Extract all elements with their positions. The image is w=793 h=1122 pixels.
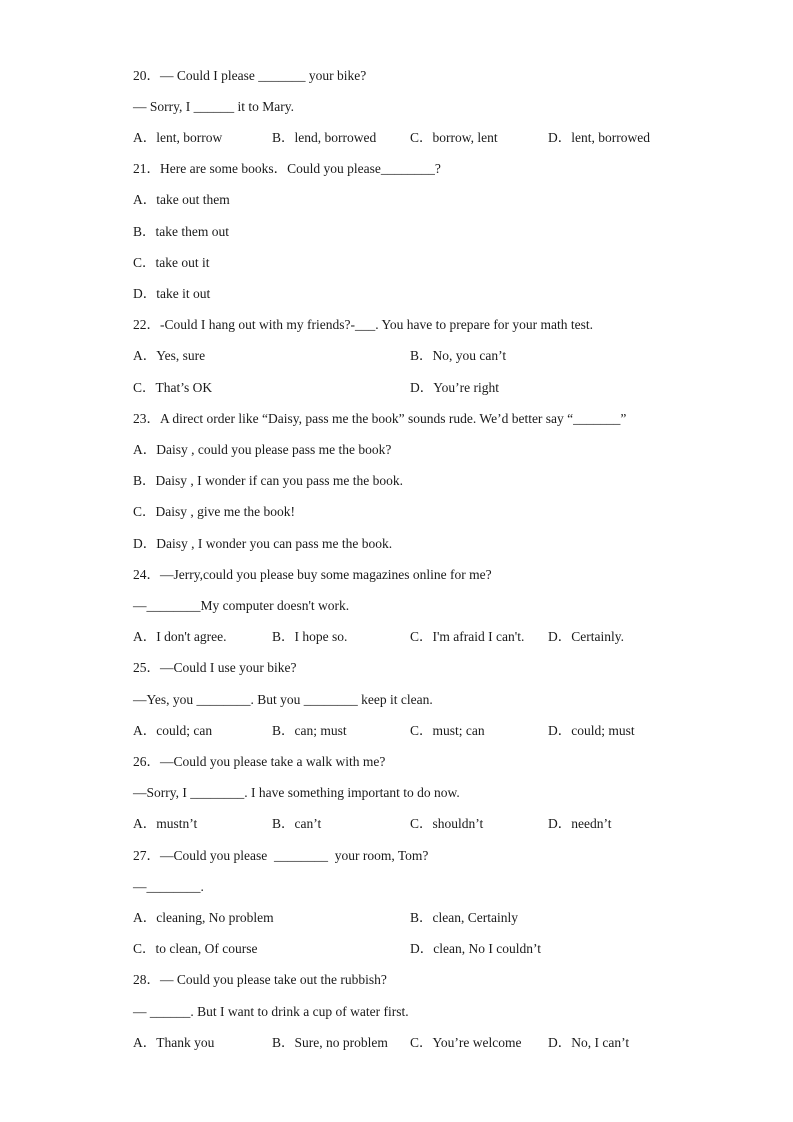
question-21-option-b: B．take them out (133, 224, 229, 239)
question-23-option-c: C．Daisy , give me the book! (133, 504, 295, 519)
question-20-option-b: B．lend, borrowed (272, 130, 377, 145)
question-20-reply: — Sorry, I ______ it to Mary. (133, 99, 294, 114)
question-28-option-a: A．Thank you (133, 1035, 215, 1050)
question-27-option-d: D．clean, No I couldn’t (410, 941, 541, 956)
question-28-option-d: D．No, I can’t (548, 1035, 630, 1050)
question-26-option-c: C．shouldn’t (410, 816, 484, 831)
question-26-option-d: D．needn’t (548, 816, 612, 831)
question-26-stem: 26．—Could you please take a walk with me? (133, 754, 386, 769)
question-26-reply: —Sorry, I ________. I have something important to do now. (133, 785, 460, 800)
question-28-stem: 28．— Could you please take out the rubbish? (133, 972, 387, 987)
question-24-option-d: D．Certainly. (548, 629, 624, 644)
question-21-option-c: C．take out it (133, 255, 210, 270)
question-20-option-a: A．lent, borrow (133, 130, 223, 145)
question-25-option-b: B．can; must (272, 723, 347, 738)
question-27-reply: —________. (133, 879, 204, 894)
question-22-option-b: B．No, you can’t (410, 348, 507, 363)
question-27-option-b: B．clean, Certainly (410, 910, 518, 925)
question-22-option-c: C．That’s OK (133, 380, 213, 395)
question-24-stem: 24．—Jerry,could you please buy some magazines online for me? (133, 567, 492, 582)
question-28-reply: — ______. But I want to drink a cup of water first. (133, 1004, 409, 1019)
question-23-option-a: A．Daisy , could you please pass me the book? (133, 442, 392, 457)
question-22-stem: 22．-Could I hang out with my friends?-___. You have to prepare for your math test. (133, 317, 594, 332)
question-21-option-d: D．take it out (133, 286, 211, 301)
question-21-option-a: A．take out them (133, 192, 230, 207)
question-27-stem: 27．—Could you please ________ your room, Tom? (133, 848, 429, 863)
question-24-option-b: B．I hope so. (272, 629, 348, 644)
question-23-option-b: B．Daisy , I wonder if can you pass me the book. (133, 473, 403, 488)
question-23-option-d: D．Daisy , I wonder you can pass me the book. (133, 536, 393, 551)
question-24-option-a: A．I don't agree. (133, 629, 227, 644)
question-20-option-d: D．lent, borrowed (548, 130, 650, 145)
question-28-option-b: B．Sure, no problem (272, 1035, 388, 1050)
question-24-reply: —________My computer doesn't work. (133, 598, 350, 613)
question-22-option-d: D．You’re right (410, 380, 500, 395)
question-21-stem: 21．Here are some books．Could you please________? (133, 161, 441, 176)
question-22-option-a: A．Yes, sure (133, 348, 206, 363)
question-27-option-c: C．to clean, Of course (133, 941, 258, 956)
question-28-option-c: C．You’re welcome (410, 1035, 522, 1050)
question-26-option-b: B．can’t (272, 816, 322, 831)
question-20-stem: 20．— Could I please _______ your bike? (133, 68, 367, 83)
question-23-stem: 23．A direct order like “Daisy, pass me the book” sounds rude. We’d better say “_______” (133, 411, 627, 426)
question-20-option-c: C．borrow, lent (410, 130, 498, 145)
question-25-option-a: A．could; can (133, 723, 213, 738)
question-24-option-c: C．I'm afraid I can't. (410, 629, 525, 644)
question-25-stem: 25．—Could I use your bike? (133, 660, 297, 675)
question-25-option-c: C．must; can (410, 723, 485, 738)
question-25-option-d: D．could; must (548, 723, 635, 738)
question-27-option-a: A．cleaning, No problem (133, 910, 274, 925)
question-26-option-a: A．mustn’t (133, 816, 198, 831)
question-25-reply: —Yes, you ________. But you ________ keep it clean. (133, 692, 433, 707)
